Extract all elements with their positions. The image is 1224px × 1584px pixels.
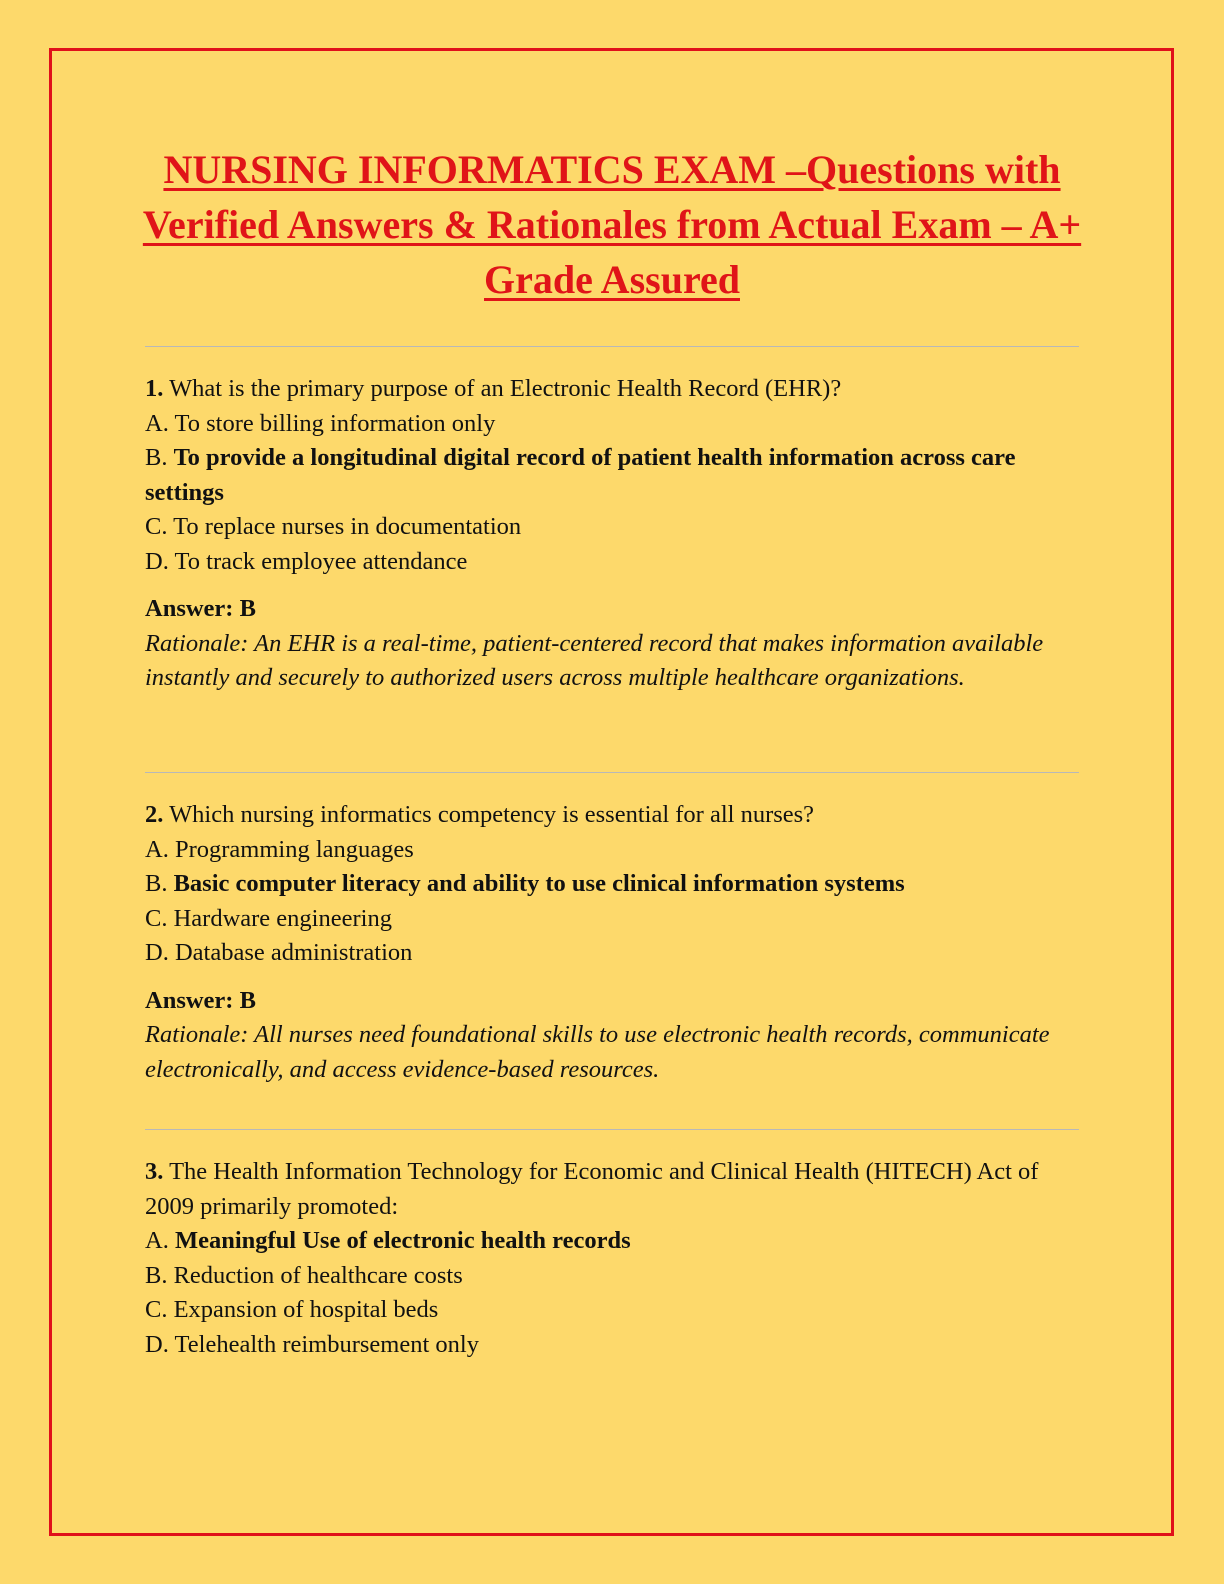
option-d: D. Telehealth reimbursement only [145,1330,479,1358]
correct-option-text: Meaningful Use of electronic health records [174,1227,631,1254]
answer-label: Answer: B [145,595,256,622]
option-b: B. Basic computer literacy and ability to use clinical information systems [145,870,905,897]
answer-label: Answer: B [145,986,256,1014]
question-1 [145,372,1075,696]
question-text: What is the primary purpose of an Electronic Health Record (EHR)? [169,375,842,402]
option-c: C. Hardware engineering [145,904,392,932]
divider [145,1129,1079,1130]
option-d: D. Database administration [145,939,413,966]
option-a: A. Meaningful Use of electronic health records [145,1227,631,1254]
question-stem [145,372,1075,407]
option-a: A. Programming languages [145,835,414,863]
correct-option-text: To provide a longitudinal digital record of patient health information across care settings [145,444,1016,506]
question-stem [145,1155,1075,1224]
rationale-text: Rationale: An EHR is a real-time, patient-centered record that makes information available instantly and securely to authorized users across multiple healthcare organizations. [145,629,1044,691]
option-b: B. Reduction of healthcare costs [145,1261,463,1289]
question-stem [145,798,1075,833]
correct-option-text: Basic computer literacy and ability to use clinical information systems [173,870,905,897]
question-number: 2. [145,801,164,828]
option-a: A. To store billing information only [145,409,496,437]
question-text: Which nursing informatics competency is essential for all nurses? [169,801,815,828]
question-text: The Health Information Technology for Economic and Clinical Health (HITECH) Act of 2009 primarily promoted: [145,1158,1039,1220]
question-2 [145,798,1075,1087]
option-b: B. To provide a longitudinal digital record of patient health information across care settings [145,444,1016,506]
divider [145,346,1079,347]
rationale-text: Rationale: All nurses need foundational skills to use electronic health records, communicate electronically, and access evidence-based resources. [145,1021,1050,1083]
option-c: C. To replace nurses in documentation [145,513,522,540]
question-3 [145,1155,1075,1362]
question-number: 3. [145,1158,164,1185]
question-number: 1. [145,375,164,402]
option-d: D. To track employee attendance [145,547,468,575]
page-title: NURSING INFORMATICS EXAM –Questions with Verified Answers & Rationales from Actual Exam – A+ Grade Assured [142,147,1082,302]
option-c: C. Expansion of hospital beds [145,1296,439,1323]
divider [145,772,1079,773]
